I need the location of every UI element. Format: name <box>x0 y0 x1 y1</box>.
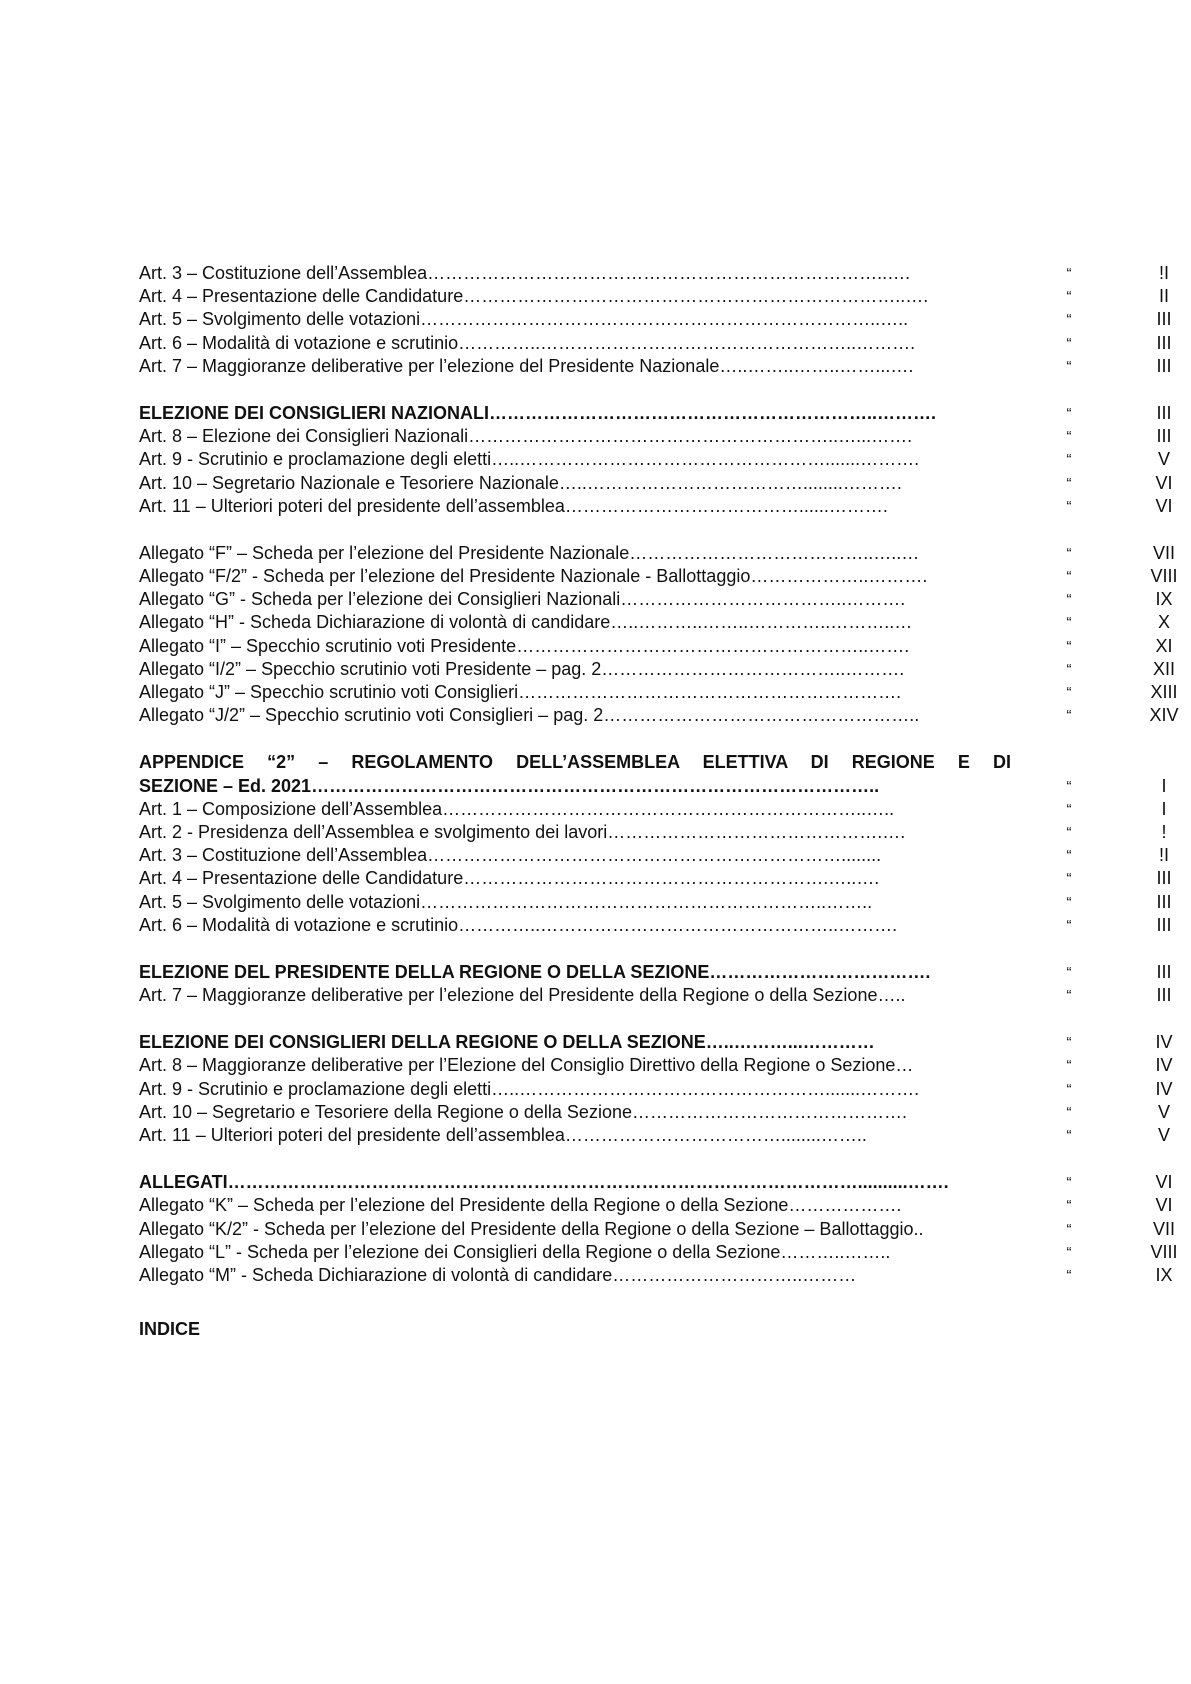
toc-entry-row <box>139 611 1170 634</box>
toc-entry-row <box>139 425 1172 448</box>
toc-entry-title: Art. 6 – Modalità di votazione e scrutinio…………..…………………………………………..………. <box>139 914 898 935</box>
ditto-mark: “ <box>1066 1174 1072 1192</box>
page-number: III <box>1156 355 1172 376</box>
ditto-mark: “ <box>1066 1080 1072 1098</box>
toc-heading-row <box>139 751 1139 774</box>
toc-entry-title: Art. 7 – Maggioranze deliberative per l’elezione del Presidente della Regione o della Sezione….. <box>139 985 906 1006</box>
ditto-mark: “ <box>1066 1034 1072 1052</box>
page-number: III <box>1156 961 1172 982</box>
toc-entry-row <box>139 798 1167 821</box>
toc-entry-title: Allegato “K” – Scheda per l’elezione del Presidente della Regione o della Sezione………………. <box>139 1195 902 1216</box>
toc-entry-row <box>139 867 1172 890</box>
toc-entry-title: Allegato “H” - Scheda Dichiarazione di volontà di candidare…..………..……..…………..………..… <box>139 612 913 633</box>
toc-entry-title: Allegato “F” – Scheda per l’elezione del Presidente Nazionale…………………………………..…..… <box>139 542 920 563</box>
toc-entry-row <box>139 821 1167 844</box>
page-number: !I <box>1158 263 1169 283</box>
section-gap <box>139 727 1139 751</box>
page-number: III <box>1156 891 1172 912</box>
toc-entry-row <box>139 495 1173 518</box>
toc-entry-row <box>139 914 1172 937</box>
page-number: III <box>1156 914 1172 935</box>
page-number: IV <box>1155 1055 1173 1076</box>
ditto-mark: “ <box>1066 311 1072 329</box>
ditto-mark: “ <box>1066 707 1072 725</box>
toc-entry-title: Allegato “J/2” – Specchio scrutinio voti Consiglieri – pag. 2…………………………………………….. <box>139 705 920 726</box>
toc-entry-row <box>139 1264 1173 1287</box>
toc-entry-title: Art. 11 – Ulteriori poteri del presidente dell’assemblea…………………………………......………. <box>139 495 888 516</box>
toc-entry-title: APPENDICE “2” – REGOLAMENTO DELL’ASSEMBLEA ELETTIVA DI REGIONE E DI <box>139 752 1011 773</box>
toc-entry-title: Art. 8 – Maggioranze deliberative per l’Elezione del Consiglio Direttivo della Regione o Sezione… <box>139 1055 914 1076</box>
section-gap <box>139 378 1139 402</box>
page-number: !I <box>1158 845 1169 866</box>
page-number: XI <box>1155 635 1173 656</box>
toc-entry-row <box>139 658 1175 681</box>
toc-entry-title: Allegato “L” - Scheda per l’elezione dei Consiglieri della Regione o della Sezione………..…….. <box>139 1241 891 1262</box>
ditto-mark: “ <box>1066 544 1072 562</box>
section-gap <box>139 937 1139 961</box>
toc-entry-row <box>139 355 1172 378</box>
toc-entry-title: Art. 10 – Segretario Nazionale e Tesoriere Nazionale…..………………………………........………. <box>139 472 902 493</box>
toc-entry-title: Allegato “K/2” - Scheda per l’elezione del Presidente della Regione o della Sezione – Ballottaggio.. <box>139 1218 924 1239</box>
toc-entry-row <box>139 565 1178 588</box>
toc-entry-row <box>139 1194 1173 1217</box>
toc-entry-row <box>139 472 1173 495</box>
page-number: IX <box>1155 1264 1173 1285</box>
toc-entry-title: ELEZIONE DEI CONSIGLIERI DELLA REGIONE O DELLA SEZIONE…..………...………… <box>139 1032 875 1053</box>
ditto-mark: “ <box>1066 823 1072 841</box>
ditto-mark: “ <box>1066 497 1072 515</box>
toc-entry-title: ELEZIONE DEL PRESIDENTE DELLA REGIONE O DELLA SEZIONE………………………………. <box>139 961 931 982</box>
page-number: III <box>1156 426 1172 447</box>
toc-entry-title: ELEZIONE DEI CONSIGLIERI NAZIONALI………………………………………………………..………. <box>139 402 937 423</box>
ditto-mark: “ <box>1066 847 1072 865</box>
page-number: IV <box>1155 1078 1173 1099</box>
page-number: II <box>1158 286 1169 307</box>
ditto-mark: “ <box>1066 357 1072 375</box>
page-number: III <box>1156 309 1172 330</box>
toc-entry-row <box>139 681 1178 704</box>
toc-entry-row <box>139 1241 1178 1264</box>
section-gap <box>139 518 1139 542</box>
ditto-mark: “ <box>1066 1103 1072 1121</box>
toc-heading-row <box>139 775 1167 798</box>
ditto-mark: “ <box>1066 660 1072 678</box>
toc-entry-title: Allegato “J” – Specchio scrutinio voti Consiglieri………………………………………………………. <box>139 682 902 702</box>
toc-entry-title: Allegato “I” – Specchio scrutinio voti Presidente…………………………………………………..……. <box>139 635 910 656</box>
page-number: III <box>1156 402 1172 423</box>
toc-entry-row <box>139 891 1172 914</box>
toc-entry-row <box>139 542 1175 565</box>
ditto-mark: “ <box>1066 1266 1072 1284</box>
toc-entry-title: Art. 4 – Presentazione delle Candidature…………………………………………………….…..…. <box>139 868 880 889</box>
toc-entry-title: Art. 7 – Maggioranze deliberative per l’elezione del Presidente Nazionale…..……..……..……...…. <box>139 355 914 376</box>
toc-entry-title: Art. 11 – Ulteriori poteri del presidente dell’assemblea………………………………........…….. <box>139 1125 867 1145</box>
toc-entry-title: Allegato “M” - Scheda Dichiarazione di volontà di candidare…………………………..……… <box>139 1264 857 1285</box>
toc-entry-row <box>139 308 1172 331</box>
ditto-mark: “ <box>1066 474 1072 492</box>
page-number: V <box>1157 449 1170 470</box>
ditto-mark: “ <box>1066 334 1072 352</box>
ditto-mark: “ <box>1066 777 1072 795</box>
page-number: III <box>1156 868 1172 889</box>
toc-entry-title: Allegato “I/2” – Specchio scrutinio voti Presidente – pag. 2…………………………………..………. <box>139 658 905 679</box>
toc-entry-row <box>139 1124 1170 1147</box>
table-of-contents <box>139 262 1179 1287</box>
ditto-mark: “ <box>1066 1127 1072 1144</box>
ditto-mark: “ <box>1066 637 1072 655</box>
page-number: X <box>1157 612 1170 633</box>
ditto-mark: “ <box>1066 916 1072 934</box>
page-number: I <box>1161 775 1167 796</box>
page-number: IX <box>1155 589 1173 610</box>
page-number: XIII <box>1150 682 1178 702</box>
toc-entry-title: Art. 8 – Elezione dei Consiglieri Nazionali……………………………………………………..…...……. <box>139 426 913 447</box>
page-number: III <box>1156 985 1172 1006</box>
toc-entry-title: Art. 4 – Presentazione delle Candidature………………………………………………………………..…. <box>139 286 929 307</box>
ditto-mark: “ <box>1066 1220 1072 1238</box>
toc-heading-row <box>139 1171 1173 1194</box>
page-number: VII <box>1152 1218 1175 1239</box>
ditto-mark: “ <box>1066 265 1072 282</box>
page-number: IV <box>1155 1032 1173 1053</box>
page-number: VI <box>1155 472 1173 493</box>
toc-heading-row <box>139 961 1172 984</box>
ditto-mark: “ <box>1066 684 1072 701</box>
page-number: VI <box>1155 1195 1173 1216</box>
page-number: VI <box>1155 495 1173 516</box>
toc-entry-title: Art. 1 – Composizione dell’Assemblea……………………………………………………………..….. <box>139 798 895 819</box>
page-number: ! <box>1161 821 1167 842</box>
ditto-mark: “ <box>1066 963 1072 981</box>
toc-entry-title: Art. 10 – Segretario e Tesoriere della Regione o della Sezione………………………………………. <box>139 1101 907 1122</box>
toc-entry-row <box>139 844 1169 867</box>
ditto-mark: “ <box>1066 800 1072 818</box>
ditto-mark: “ <box>1066 893 1072 911</box>
page-number: VII <box>1152 542 1175 563</box>
ditto-mark: “ <box>1066 428 1072 446</box>
page-number: VIII <box>1150 1241 1178 1262</box>
ditto-mark: “ <box>1066 451 1072 469</box>
ditto-mark: “ <box>1066 987 1072 1005</box>
page-number: V <box>1157 1101 1170 1122</box>
page-number: I <box>1161 798 1167 819</box>
toc-entry-title: Allegato “G” - Scheda per l’elezione dei Consiglieri Nazionali………………………………..………. <box>139 589 906 610</box>
toc-heading-row <box>139 402 1172 425</box>
toc-heading-row <box>139 1031 1173 1054</box>
ditto-mark: “ <box>1066 288 1072 306</box>
ditto-mark: “ <box>1066 870 1072 888</box>
toc-entry-row <box>139 332 1172 355</box>
toc-entry-row <box>139 1054 1173 1077</box>
toc-entry-row <box>139 1078 1173 1101</box>
page-number: V <box>1157 1125 1170 1145</box>
page-number: VIII <box>1150 566 1178 587</box>
ditto-mark: “ <box>1066 614 1072 632</box>
toc-entry-row <box>139 704 1179 727</box>
toc-entry-title: Art. 6 – Modalità di votazione e scrutinio…………..……………………………………………..………. <box>139 332 916 353</box>
toc-entry-row <box>139 285 1169 308</box>
ditto-mark: “ <box>1066 404 1072 422</box>
toc-entry-row <box>139 635 1173 658</box>
ditto-mark: “ <box>1066 591 1072 609</box>
section-gap <box>139 1007 1139 1031</box>
ditto-mark: “ <box>1066 1057 1072 1075</box>
ditto-mark: “ <box>1066 568 1072 586</box>
ditto-mark: “ <box>1066 1197 1072 1215</box>
toc-entry-title: Allegato “F/2” - Scheda per l’elezione del Presidente Nazionale - Ballottaggio………………..………. <box>139 566 928 587</box>
toc-entry-row <box>139 588 1173 611</box>
toc-entry-row <box>139 448 1170 471</box>
toc-entry-row <box>139 262 1169 285</box>
toc-entry-title: Art. 3 – Costituzione dell’Assemblea……………………………………………………………........ <box>139 845 882 866</box>
section-gap <box>139 1147 1139 1171</box>
toc-entry-title: Art. 3 – Costituzione dell’Assemblea…………………………………………………………………..…. <box>139 263 911 283</box>
page-number: XIV <box>1149 705 1179 726</box>
toc-entry-title: Art. 9 - Scrutinio e proclamazione degli eletti…..…………………………………………….......………. <box>139 1078 920 1099</box>
toc-entry-title: Art. 9 - Scrutinio e proclamazione degli eletti…..…………………………………………….......………. <box>139 449 920 470</box>
ditto-mark: “ <box>1066 1243 1072 1261</box>
toc-entry-title: ALLEGATI……………………………………………………………………………………………..........……. <box>139 1172 949 1193</box>
page-number: VI <box>1155 1172 1173 1193</box>
toc-entry-title: Art. 5 – Svolgimento delle votazioni…………………………………………………………………..….. <box>139 309 909 330</box>
toc-entry-row <box>139 1218 1175 1241</box>
toc-entry-row <box>139 984 1172 1007</box>
page-number: III <box>1156 332 1172 353</box>
toc-entry-title: SEZIONE – Ed. 2021………………………………………………………………………………….. <box>139 775 880 796</box>
toc-entry-row <box>139 1101 1170 1124</box>
index-heading: INDICE <box>139 1319 201 1339</box>
toc-entry-title: Art. 5 – Svolgimento delle votazioni…………………………………………………………..…….. <box>139 891 873 912</box>
page-number: XII <box>1152 658 1175 679</box>
toc-entry-title: Art. 2 - Presidenza dell’Assemblea e svolgimento dei lavori……………………………………….…. <box>139 821 906 842</box>
